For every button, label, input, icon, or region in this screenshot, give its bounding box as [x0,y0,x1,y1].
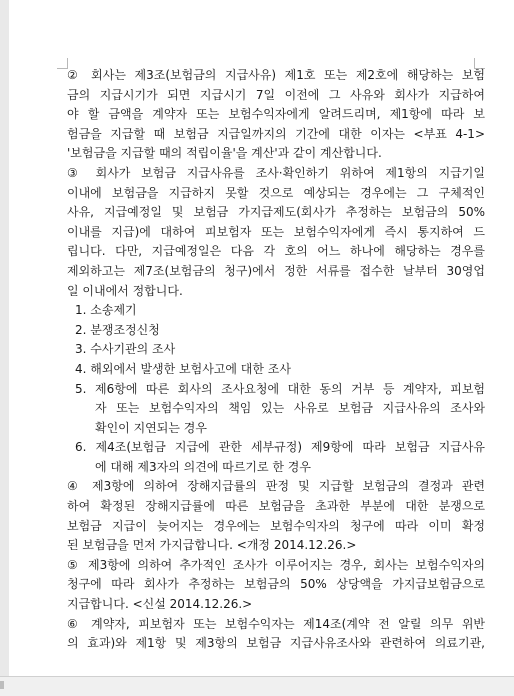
text-line: 이내를 지급)에 대하여 피보험자 또는 보험수익자에게 즉시 통지하여 드 [67,224,485,239]
text-line: 지급합니다. <신설 2014.12.26.> [67,597,253,612]
scrollbar-thumb[interactable] [0,681,4,689]
text-line: 하여 확정된 장해지급률에 따른 보험금을 초과한 부분에 대한 분쟁으로 [67,499,485,514]
text-line: ② 회사는 제3조(보험금의 지급사유) 제1호 또는 제2호에 해당하는 보험 [67,68,485,82]
text-line: '보험금을 지급할 때의 적립이율'을 계산'과 같이 계산합니다. [67,146,382,161]
text-line: 야 할 금액을 계약자 또는 보험수익자에게 알려드리며, 제1항에 따라 보 [67,107,485,122]
text-line: 립니다. 다만, 지급예정일은 다음 각 호의 어느 하나에 해당하는 경우를 [67,244,485,259]
text-line: 5. 제6항에 따른 회사의 조사요청에 대한 동의 거부 등 계약자, 피보험 [75,381,485,396]
text-line: 금의 지급시기가 되면 지급시기 7일 이전에 그 사유와 회사가 지급하여 [67,87,485,102]
text-line: 4. 해외에서 발생한 보험사고에 대한 조사 [75,361,291,376]
text-line: 3. 수사기관의 조사 [75,342,176,357]
text-line: 자 또는 보험수익자의 책임 있는 사유로 보험금 지급사유의 조사와 [95,401,485,416]
text-line: ③ 회사가 보험금 지급사유를 조사·확인하기 위하여 제1항의 지급기일 [67,165,485,180]
text-line: 험금을 지급할 때 보험금 지급일까지의 기간에 대한 이자는 <부표 4-1> [67,126,485,141]
text-line: 의 효과)와 제1항 및 제3항의 보험금 지급사유조사와 관련하여 의료기관, [67,636,485,651]
document-page [9,0,514,676]
text-line: 이내에 보험금을 지급하지 못할 것으로 예상되는 경우에는 그 구체적인 [67,185,485,200]
text-line: 일 이내에서 정합니다. [67,283,183,298]
text-line: 6. 제4조(보험금 지급에 관한 세부규정) 제9항에 따라 보험금 지급사유 [75,440,485,455]
text-line: 2. 분쟁조정신청 [75,322,160,337]
text-line: 청구에 따라 회사가 추정하는 보험금의 50% 상당액을 가지급보험금으로 [67,577,485,592]
text-line: 제외하고는 제7조(보험금의 청구)에서 정한 서류를 접수한 날부터 30영업 [67,263,485,278]
text-line: 보험금 지급이 늦어지는 경우에는 보험수익자의 청구에 따라 이미 확정 [67,518,485,533]
text-line: 1. 소송제기 [75,303,137,318]
text-line: 사유, 지급예정일 및 보험금 가지급제도(회사가 추정하는 보험금의 50% [67,205,485,220]
text-line: 확인이 지연되는 경우 [95,420,207,435]
text-line: ⑥ 계약자, 피보험자 또는 보험수익자는 제14조(계약 전 알릴 의무 위반 [67,616,485,631]
document-body [67,66,485,654]
text-line: 된 보험금을 먼저 가지급합니다. <개정 2014.12.26.> [67,538,357,553]
text-line: ④ 제3항에 의하여 장해지급률의 판정 및 지급할 보험금의 결정과 관련 [67,479,485,494]
text-line: 에 대해 제3자의 의견에 따르기로 한 경우 [95,459,311,474]
horizontal-scrollbar[interactable] [0,676,514,696]
text-line: ⑤ 제3항에 의하여 추가적인 조사가 이루어지는 경우, 회사는 보험수익자의 [67,557,485,572]
